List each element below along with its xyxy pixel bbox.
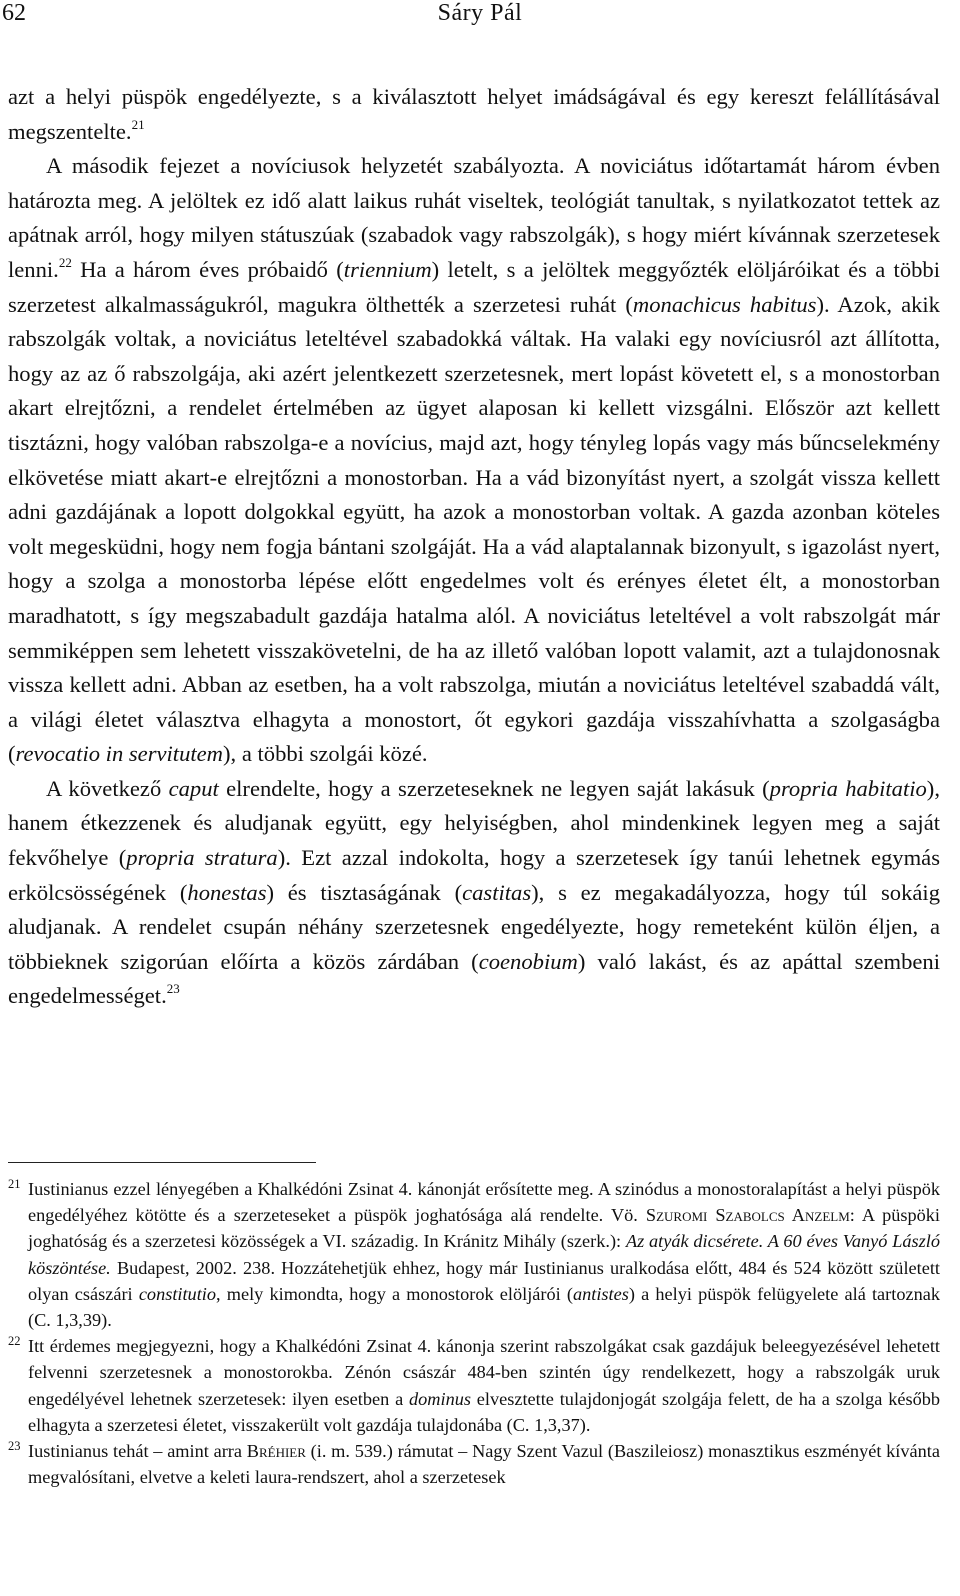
latin-term: castitas <box>462 879 532 905</box>
footnote-23 <box>8 1438 940 1490</box>
text-span: , mely kimondta, hogy a monostorok elöljárói ( <box>216 1283 573 1304</box>
latin-term: monachicus habitus <box>632 291 817 317</box>
footnote-ref-22[interactable]: 22 <box>58 254 72 270</box>
text-span: ) és tisztaságának ( <box>266 879 463 905</box>
text-span: ). Azok, akik rabszolgák voltak, a noviciátus leteltével szabadokká váltak. Ha valaki egy novíciusról azt állította, hogy az az ő rabszolgája, aki azért jelentkezett szerzetesnek, mert lopást követett el, s a monostorban akart elrejtőzni, a rendelet értelmében az ügyet alaposan ki kellett vizsgálni. Először azt kellett tisztázni, hogy valóban rabszolga-e a novícius, majd azt, hogy tényleg lopás vagy más bűncselekmény elkövetése miatt akart-e elrejtőzni a monostorban. Ha a vád bizonyítást nyert, a szolgát vissza kellett adni gazdájának a lopott dolgokkal együtt, ha azok a monostorban voltak. A gazda azonban köteles volt megesküdni, hogy nem fogja bántani szolgáját. Ha a vád alaptalannak bizonyult, s igazolást nyert, hogy a szolga a monostorba lépése előtt engedelmes volt és erényes életet élt, a monostorban maradhatott, s így megszabadult gazdája hatalma alól. A noviciátus leteltével a volt rabszolgát már semmiképpen sem lehetett visszakövetelni, de ha az illető valóban lopott valamit, azt a tulajdonosnak vissza kellett adni. Abban az esetben, ha a volt rabszolga, miután a noviciátus leteltével szabaddá vált, a világi életet választva elhagyta a monostort, őt egykori gazdája visszahívhatta a szolgaságba ( <box>8 291 940 767</box>
text-span: ). Ezt azzal indokolta, hogy a szerzetesek így tanúi lehetnek egymás erkölcsösségének ( <box>8 845 941 905</box>
text-span: ) a helyi püspök felügyelete alá tartoznak (C. 1,3,39). <box>28 1283 940 1331</box>
paragraph <box>8 80 940 149</box>
footnote-number: 22 <box>8 1334 21 1349</box>
text-span: Iustinianus ezzel lényegében a Khalkédóni Zsinat 4. kánonját erősítette meg. A szinódus a monostoralapítást a helyi püspök engedélyéhez kötötte és a szerzeteseket a püspök joghatósága alá rendelte. Vö. <box>28 1179 940 1226</box>
footnote-number: 23 <box>8 1439 21 1454</box>
latin-term: caput <box>168 775 219 801</box>
text-span: elvesztette tulajdonjogát szolgája felett, de ha a szolga később elhagyta a szerzetesi életet, visszakerült volt gazdája tulajdonába (C. 1,3,37). <box>28 1388 940 1435</box>
text-span: A következő <box>46 775 169 801</box>
footnote-22 <box>8 1333 940 1438</box>
footnote-ref-21[interactable]: 21 <box>131 116 145 132</box>
footnote-21 <box>8 1176 940 1333</box>
text-span: elrendelte, hogy a szerzeteseknek ne legyen saját lakásuk ( <box>218 775 770 801</box>
text-span: ) letelt, s a jelöltek meggyőzték elöljáróikat és a többi szerzetest alkalmasságukról, magukra ölthették a szerzetesi ruhát ( <box>8 256 941 317</box>
text-span: ) való lakást, és az apáttal szembeni engedelmességet. <box>8 948 940 1009</box>
paragraph <box>8 149 940 772</box>
footnote-divider <box>8 1162 316 1163</box>
text-span: (i. m. 539.) rámutat – Nagy Szent Vazul (Baszileiosz) monasztikus eszményét kívánta megvalósítani, elvetve a keleti laura-rendszert, ahol a szerzetesek <box>28 1441 940 1488</box>
text-span: ), a többi szolgái közé. <box>223 741 428 767</box>
footnotes <box>8 1176 940 1490</box>
paragraph <box>8 772 940 1014</box>
latin-term: honestas <box>187 879 267 905</box>
latin-term: propria stratura <box>126 845 278 871</box>
text-span: ), hanem étkezzenek és aludjanak együtt, egy helyiségben, ahol mindenkinek legyen meg a saját fekvőhelye ( <box>8 775 940 871</box>
page-number: 62 <box>2 0 26 26</box>
text-span: Iustinianus tehát – amint arra <box>28 1441 247 1462</box>
text-span: ), s ez megakadályozza, hogy túl sokáig aludjanak. A rendelet csupán néhány szerzetesnek engedélyezte, hogy remeteként külön éljen, a többieknek szigorúan előírta a közös zárdában ( <box>8 879 940 974</box>
text-span: Budapest, 2002. 238. Hozzátehetjük ehhez, hogy már Iustinianus uralkodása előtt, 484 és 524 között született olyan császári <box>28 1257 940 1304</box>
latin-term: antistes <box>572 1283 629 1304</box>
text-span: : A püspöki joghatóság és a szerzetesi közösségek a VI. századig. In Kránitz Mihály (szerk.): <box>28 1205 940 1252</box>
latin-term: triennium <box>343 256 432 282</box>
footnote-ref-23[interactable]: 23 <box>166 981 180 997</box>
footnote-number: 21 <box>8 1177 21 1191</box>
author-name: Bréhier <box>246 1441 306 1462</box>
author-name: Szuromi Szabolcs Anzelm <box>645 1205 850 1226</box>
main-text <box>8 80 940 1014</box>
text-span: azt a helyi püspök engedélyezte, s a kiválasztott helyet imádságával és egy kereszt felállításával megszentelte. <box>8 84 940 144</box>
text-span: Ha a három éves próbaidő ( <box>71 256 344 282</box>
latin-term: propria habitatio <box>769 775 927 801</box>
latin-term: dominus <box>409 1388 471 1409</box>
text-span: A második fejezet a novíciusok helyzetét szabályozta. A noviciátus időtartamát három évben határozta meg. A jelöltek ez idő alatt laikus ruhát viseltek, teológiát tanultak, s nyilatkozatot tettek az apátnak arról, hogy milyen státuszúak (szabadok vagy rabszolgák), s hogy miért kívánnak szerzetesek lenni. <box>8 153 940 282</box>
running-head: Sáry Pál <box>437 0 523 26</box>
latin-term: coenobium <box>478 948 578 974</box>
latin-term: revocatio in servitutem <box>15 741 224 767</box>
text-span: Itt érdemes megjegyezni, hogy a Khalkédóni Zsinat 4. kánonja szerint rabszolgákat csak gazdájuk beleegyezésével lehetett felvenni szerzetesnek a monostorokba. Zénón császár 484-ben szintén úgy rendelkezett, hogy a rabszolgák uruk engedélyével lehetnek szerzetesek: ilyen esetben a <box>28 1336 940 1409</box>
latin-term: constitutio <box>138 1283 216 1304</box>
book-title: Az atyák dicsérete. A 60 éves Vanyó László köszöntése. <box>28 1231 940 1278</box>
